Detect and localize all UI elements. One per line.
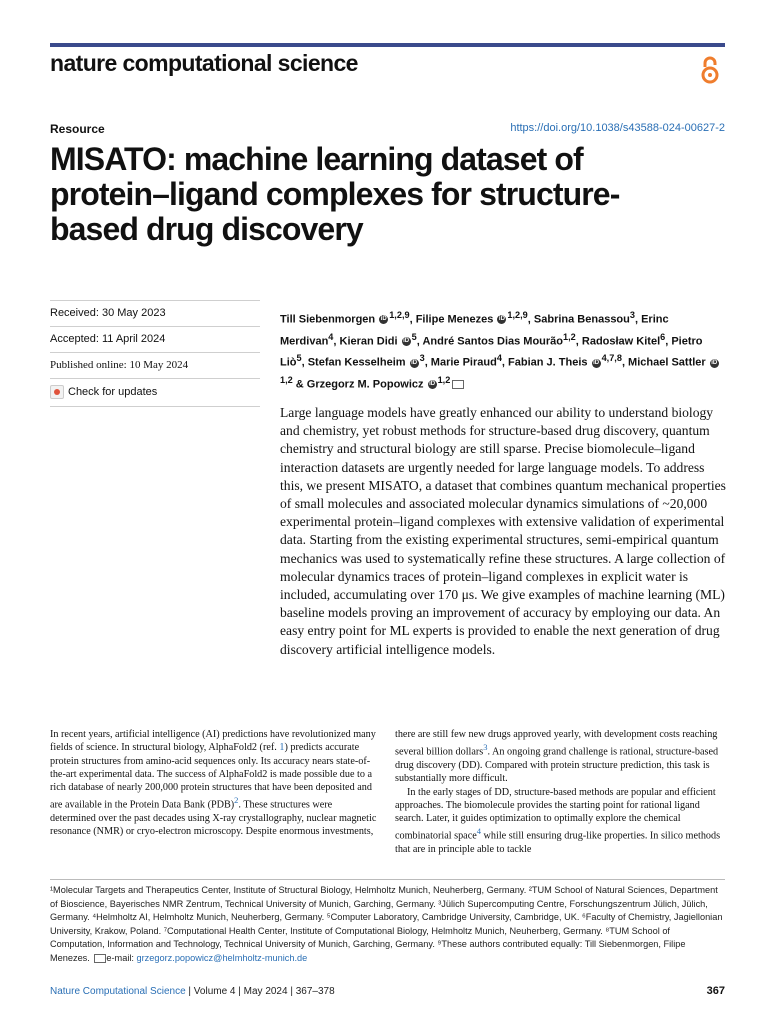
header-rule — [50, 43, 725, 47]
author-affiliation: 3 — [419, 353, 425, 364]
footer-journal[interactable]: Nature Computational Science — [50, 986, 186, 997]
footer-details: | Volume 4 | May 2024 | 367–378 — [185, 986, 335, 997]
author-affiliation: 5 — [296, 353, 302, 364]
body-column-left — [50, 728, 380, 839]
accepted-date: Accepted: 11 April 2024 — [50, 326, 260, 352]
author-affiliation: 1,2 — [280, 374, 293, 385]
journal-name[interactable]: nature computational science — [50, 50, 358, 76]
abstract: Large language models have greatly enhanced our ability to understand biology and chemistry, yet robust methods for structure-based drug discovery, quantum chemistry and structural biology are still sparse. Precise biomolecule–ligand interaction datasets are urgently needed for large language models. To address this, we present MISATO, a dataset that combines quantum mechanical properties of small molecules and associated molecular dynamics simulations of ~20,000 experimental protein–ligand complexes with extensive validation of experimental data. Starting from the existing experimental structures, semi-empirical quantum mechanics was used to systematically refine these structures. A large collection of molecular dynamics traces of protein–ligand complexes in explicit water is included, accumulating over 170 μs. We give examples of machine learning (ML) baseline models proving an improvement of accuracy by employing our data. An easy entry point for ML experts is provided to enable the next generation of drug discovery artificial intelligence models. — [280, 405, 726, 657]
reference-link[interactable]: 3 — [483, 742, 488, 753]
author-name[interactable]: , Stefan Kesselheim — [301, 356, 406, 369]
author-name[interactable]: , Kieran Didi — [333, 335, 398, 348]
orcid-icon[interactable]: iD — [380, 316, 387, 323]
check-for-updates-button[interactable] — [50, 378, 260, 407]
open-access-icon — [699, 55, 721, 85]
body-paragraph: there are still few new drugs approved yearly, with development costs reaching several billion dollars$^3$. An ongoing grand challenge is rational, structure-based drug discovery (DD). Compared with protein structure prediction, this task is substantially more difficult. — [395, 729, 719, 785]
page-number: 367 — [706, 985, 725, 997]
email-label: e-mail: — [106, 952, 137, 963]
orcid-icon[interactable]: iD — [411, 359, 418, 366]
reference-link[interactable]: 4 — [476, 826, 481, 837]
author-name[interactable]: Till Siebenmorgen — [280, 313, 376, 326]
author-list — [280, 307, 720, 394]
body-paragraph: In the early stages of DD, structure-based methods are popular and efficient approaches. The biomolecule provides the starting point for rational ligand search. Later, it guides optimization to optimally explore the chemical combinatorial space$^4$ while still ensuring drug-like properties. In silico methods that are in principle able to tackle — [395, 786, 721, 856]
author-affiliation: 1,2 — [437, 374, 451, 385]
author-name[interactable]: , Erinc Merdivan — [280, 313, 669, 348]
author-name[interactable]: , Filipe Menezes — [409, 313, 494, 326]
author-affiliation: 4,7,8 — [601, 353, 622, 364]
received-date: Received: 30 May 2023 — [50, 300, 260, 326]
author-affiliation: 1,2 — [563, 331, 576, 342]
author-name[interactable]: & Grzegorz M. Popowicz — [292, 378, 424, 391]
author-name[interactable]: , Pietro Liò — [280, 335, 703, 369]
orcid-icon[interactable]: iD — [403, 337, 410, 344]
reference-link[interactable]: 1 — [279, 742, 285, 754]
article-title: MISATO: machine learning dataset of protein–ligand complexes for structure-based drug discovery — [50, 141, 620, 247]
author-affiliation: 5 — [411, 331, 417, 342]
author-affiliation: 1,2,9 — [389, 310, 410, 320]
check-for-updates-label: Check for updates — [68, 386, 158, 398]
author-affiliation: 4 — [328, 331, 334, 342]
body-column-right — [395, 728, 725, 856]
author-affiliation: 4 — [496, 353, 502, 364]
article-dates — [50, 300, 260, 407]
author-name[interactable]: , Fabian J. Theis — [501, 356, 588, 369]
article-type: Resource — [50, 122, 105, 136]
affiliations-text: ¹Molecular Targets and Therapeutics Center, Institute of Structural Biology, Helmholtz Munich, Neuherberg, Germany. ²TUM School of Natural Sciences, Department of Bioscience, Bayerisches NMR Zentrum, Technical University of Munich, Garching, Germany. ³Jülich Supercomputing Centre, Forschungszentrum Jülich, Jülich, Germany. ⁴Helmholtz AI, Helmholtz Munich, Neuherberg, Germany. ⁵Computer Laboratory, Cambridge University, Cambridge, UK. ⁶Faculty of Chemistry, Jagiellonian University, Krakow, Poland. ⁷Computational Health Center, Institute of Computational Biology, Helmholtz Munich, Neuherberg, Germany. ⁸TUM School of Computation, Information and Technology, Technical University of Munich, Garching, Germany. ⁹These authors contributed equally: Till Siebenmorgen, Filipe Menezes. — [50, 885, 723, 963]
orcid-icon[interactable]: iD — [711, 359, 718, 366]
body-paragraph: In recent years, artificial intelligence (AI) predictions have revolutionized many fields of science. In structural biology, AlphaFold2 (ref. 1) predicts accurate protein structures from amino-acid sequences only. Its accuracy nears state-of-the-art experimental data. The success of AlphaFold2 is made possible due to a rich database of nearly 200,000 protein structures that have been deposited and are available in the Protein Data Bank (PDB)$^2$. These structures were determined over the past decades using X-ray crystallography, nuclear magnetic resonance (NMR) or cryo-electron microscopy. Despite enormous investments, — [50, 729, 377, 838]
author-affiliation: 1,2,9 — [507, 310, 528, 320]
author-name[interactable]: , Radosław Kitel — [575, 335, 661, 348]
orcid-icon[interactable]: iD — [429, 381, 436, 388]
orcid-icon[interactable]: iD — [498, 316, 505, 323]
orcid-icon[interactable]: iD — [593, 359, 600, 366]
author-name[interactable]: , Michael Sattler — [621, 356, 706, 369]
crossmark-icon — [50, 385, 64, 399]
author-name[interactable]: , Marie Piraud — [424, 356, 497, 369]
envelope-icon — [94, 954, 106, 963]
author-name[interactable]: , André Santos Dias Mourão — [416, 335, 564, 348]
author-affiliation: 6 — [660, 331, 666, 342]
doi-link[interactable]: https://doi.org/10.1038/s43588-024-00627-2 — [510, 122, 725, 134]
published-date: Published online: 10 May 2024 — [50, 352, 260, 378]
reference-link[interactable]: 2 — [234, 795, 239, 806]
author-affiliation: 3 — [629, 310, 635, 320]
affiliations-footnote — [50, 879, 725, 966]
email-link[interactable]: grzegorz.popowicz@helmholtz-munich.de — [136, 952, 308, 963]
envelope-icon[interactable] — [452, 380, 464, 389]
page-footer — [50, 986, 335, 997]
author-name[interactable]: , Sabrina Benassou — [527, 313, 630, 326]
